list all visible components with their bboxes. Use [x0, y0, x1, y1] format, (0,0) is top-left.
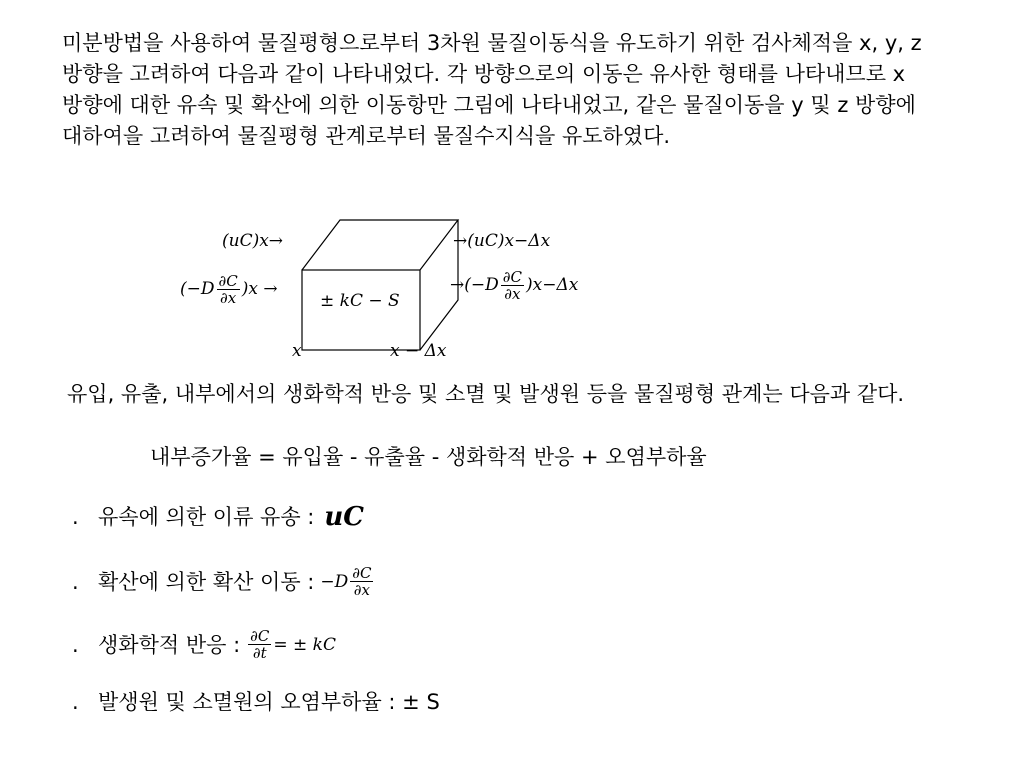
list-item-diffusion [72, 565, 375, 598]
item-formula: uC [324, 502, 364, 532]
formula-fraction [248, 628, 271, 661]
list-item-reaction [72, 628, 336, 661]
inflow-frac-den: ∂x [220, 289, 237, 307]
position-x-label: x [292, 341, 302, 361]
outflow-advection-label: →(uC)x−Δx [453, 231, 551, 251]
inflow-diffusion-fraction [217, 273, 240, 306]
inflow-diffusion-left: (−D [180, 279, 215, 299]
outflow-diffusion-right: )x−Δx [526, 275, 579, 295]
bullet: . [72, 632, 79, 657]
outflow-diffusion-label [450, 269, 578, 302]
summary-paragraph: 유입, 유출, 내부에서의 생화학적 반응 및 소멸 및 발생원 등을 물질평형 관계는 다음과 같다. [67, 382, 905, 406]
list-item-source [72, 688, 440, 716]
frac-num: ∂C [250, 627, 270, 645]
inflow-advection-label: (uC)x→ [222, 231, 284, 251]
outflow-diffusion-left: →(−D [450, 275, 499, 295]
item-label: 생화학적 반응 : [98, 632, 241, 657]
position-x-dx-label: x − Δx [390, 341, 447, 361]
inflow-diffusion-label [180, 273, 278, 306]
formula-prefix: −D [320, 571, 349, 592]
formula-suffix: = ± kC [273, 634, 336, 655]
item-label: 발생원 및 소멸원의 오염부하율 : ± S [98, 690, 440, 714]
item-label: 확산에 의한 확산 이동 : [98, 569, 315, 594]
balance-equation: 내부증가율 = 유입율 - 유출율 - 생화학적 반응 + 오염부하율 [150, 445, 707, 469]
frac-den: ∂t [252, 644, 267, 662]
inflow-diffusion-right: )x → [241, 279, 278, 299]
formula-fraction [350, 565, 373, 598]
inflow-frac-num: ∂C [218, 272, 238, 290]
bullet: . [72, 569, 79, 594]
intro-paragraph: 미분방법을 사용하여 물질평형으로부터 3차원 물질이동식을 유도하기 위한 검사체적을 x, y, z 방향을 고려하여 다음과 같이 나타내었다. 각 방향으로의 이동은 유사한 형태를 나타내므로 x 방향에 대한 유속 및 확산에 의한 이동항만 그림에 나타내었고, 같은 물질이동을 y 및 z 방향에 대하여을 고려하여 물질평형 관계로부터 물질수지식을 유도하였다. [62, 31, 922, 148]
control-volume-figure [175, 215, 645, 375]
bullet: . [72, 505, 79, 529]
outflow-frac-den: ∂x [504, 285, 521, 303]
list-item-advection [72, 503, 364, 531]
outflow-diffusion-fraction [501, 269, 524, 302]
center-reaction-label: ± kC − S [320, 291, 400, 311]
bullet: . [72, 690, 79, 714]
item-formula [246, 628, 336, 661]
frac-den: ∂x [353, 581, 370, 599]
frac-num: ∂C [352, 564, 372, 582]
item-label: 유속에 의한 이류 유송 : [98, 505, 315, 529]
outflow-frac-num: ∂C [502, 268, 522, 286]
item-formula [320, 565, 375, 598]
